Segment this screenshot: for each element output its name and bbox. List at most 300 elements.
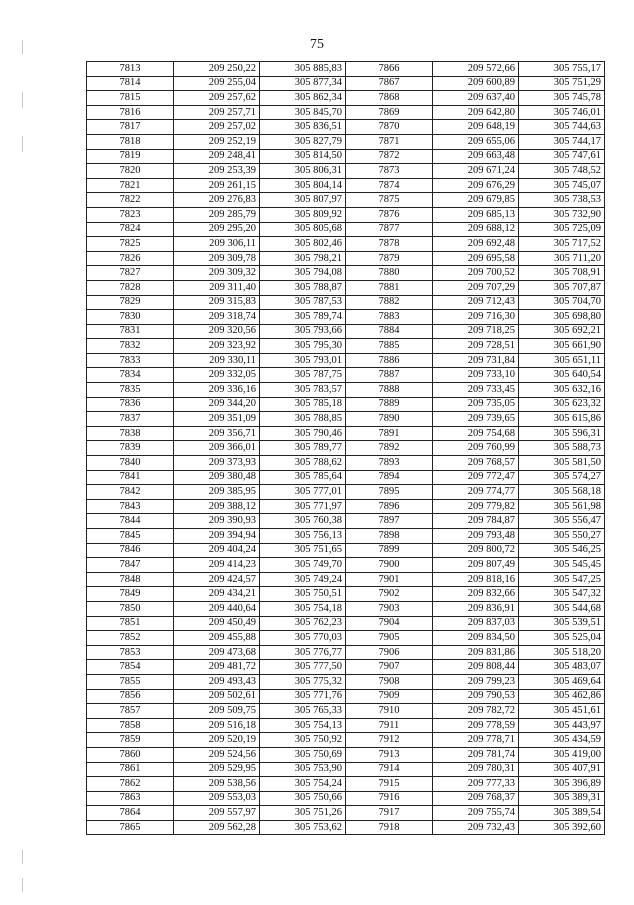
table-cell-x-coordinate: 209 252,19: [174, 134, 260, 149]
table-cell-x-coordinate: 209 648,19: [433, 120, 519, 135]
table-cell-y-coordinate: 305 698,80: [519, 310, 605, 325]
table-cell-point-number: 7820: [87, 164, 174, 179]
table-cell-x-coordinate: 209 836,91: [433, 601, 519, 616]
table-cell-y-coordinate: 305 615,86: [519, 412, 605, 427]
table-cell-x-coordinate: 209 306,11: [174, 237, 260, 252]
table-cell-point-number: 7830: [87, 310, 174, 325]
table-cell-x-coordinate: 209 739,65: [433, 412, 519, 427]
table-cell-y-coordinate: 305 556,47: [519, 514, 605, 529]
table-cell-y-coordinate: 305 561,98: [519, 499, 605, 514]
table-cell-y-coordinate: 305 738,53: [519, 193, 605, 208]
table-cell-x-coordinate: 209 414,23: [174, 558, 260, 573]
table-cell-x-coordinate: 209 336,16: [174, 383, 260, 398]
table-row: [87, 704, 605, 719]
table-cell-y-coordinate: 305 747,61: [519, 149, 605, 164]
table-cell-point-number: 7876: [346, 207, 433, 222]
table-cell-x-coordinate: 209 600,89: [433, 76, 519, 91]
table-cell-y-coordinate: 305 814,50: [260, 149, 346, 164]
table-row: [87, 747, 605, 762]
table-cell-y-coordinate: 305 827,79: [260, 134, 346, 149]
table-cell-y-coordinate: 305 770,03: [260, 631, 346, 646]
table-cell-point-number: 7889: [346, 397, 433, 412]
table-row: [87, 412, 605, 427]
table-cell-y-coordinate: 305 804,14: [260, 178, 346, 193]
table-cell-x-coordinate: 209 493,43: [174, 674, 260, 689]
table-cell-x-coordinate: 209 455,88: [174, 631, 260, 646]
table-cell-x-coordinate: 209 295,20: [174, 222, 260, 237]
table-cell-x-coordinate: 209 351,09: [174, 412, 260, 427]
table-row: [87, 339, 605, 354]
table-cell-y-coordinate: 305 547,25: [519, 572, 605, 587]
table-cell-x-coordinate: 209 250,22: [174, 62, 260, 77]
table-cell-point-number: 7909: [346, 689, 433, 704]
table-cell-y-coordinate: 305 754,18: [260, 601, 346, 616]
table-cell-x-coordinate: 209 388,12: [174, 499, 260, 514]
table-cell-y-coordinate: 305 777,50: [260, 660, 346, 675]
table-row: [87, 762, 605, 777]
table-cell-point-number: 7879: [346, 251, 433, 266]
table-cell-point-number: 7910: [346, 704, 433, 719]
table-cell-point-number: 7823: [87, 207, 174, 222]
table-cell-x-coordinate: 209 793,48: [433, 529, 519, 544]
table-cell-y-coordinate: 305 775,32: [260, 674, 346, 689]
table-row: [87, 120, 605, 135]
table-cell-x-coordinate: 209 257,62: [174, 91, 260, 106]
table-row: [87, 295, 605, 310]
table-cell-y-coordinate: 305 751,29: [519, 76, 605, 91]
table-cell-y-coordinate: 305 419,00: [519, 747, 605, 762]
table-cell-point-number: 7899: [346, 543, 433, 558]
table-cell-y-coordinate: 305 836,51: [260, 120, 346, 135]
table-cell-point-number: 7817: [87, 120, 174, 135]
table-cell-y-coordinate: 305 750,92: [260, 733, 346, 748]
table-cell-x-coordinate: 209 754,68: [433, 426, 519, 441]
table-cell-point-number: 7852: [87, 631, 174, 646]
table-cell-point-number: 7831: [87, 324, 174, 339]
table-cell-point-number: 7840: [87, 456, 174, 471]
table-cell-y-coordinate: 305 745,78: [519, 91, 605, 106]
table-row: [87, 76, 605, 91]
table-row: [87, 616, 605, 631]
table-cell-y-coordinate: 305 550,27: [519, 529, 605, 544]
table-row: [87, 280, 605, 295]
table-cell-x-coordinate: 209 390,93: [174, 514, 260, 529]
table-cell-point-number: 7885: [346, 339, 433, 354]
table-cell-x-coordinate: 209 373,93: [174, 456, 260, 471]
table-cell-x-coordinate: 209 309,32: [174, 266, 260, 281]
table-cell-y-coordinate: 305 789,77: [260, 441, 346, 456]
table-cell-x-coordinate: 209 481,72: [174, 660, 260, 675]
table-cell-y-coordinate: 305 451,61: [519, 704, 605, 719]
table-cell-x-coordinate: 209 695,58: [433, 251, 519, 266]
table-cell-point-number: 7837: [87, 412, 174, 427]
table-cell-point-number: 7878: [346, 237, 433, 252]
table-cell-y-coordinate: 305 756,13: [260, 529, 346, 544]
table-cell-point-number: 7849: [87, 587, 174, 602]
table-cell-y-coordinate: 305 789,74: [260, 310, 346, 325]
table-cell-x-coordinate: 209 712,43: [433, 295, 519, 310]
table-cell-x-coordinate: 209 572,66: [433, 62, 519, 77]
table-cell-y-coordinate: 305 788,87: [260, 280, 346, 295]
table-cell-point-number: 7826: [87, 251, 174, 266]
coordinates-table-body: [87, 62, 605, 835]
table-cell-point-number: 7896: [346, 499, 433, 514]
table-cell-x-coordinate: 209 733,45: [433, 383, 519, 398]
table-cell-x-coordinate: 209 366,01: [174, 441, 260, 456]
table-cell-point-number: 7901: [346, 572, 433, 587]
table-cell-x-coordinate: 209 642,80: [433, 105, 519, 120]
table-cell-y-coordinate: 305 547,32: [519, 587, 605, 602]
table-row: [87, 601, 605, 616]
table-cell-x-coordinate: 209 311,40: [174, 280, 260, 295]
table-cell-point-number: 7902: [346, 587, 433, 602]
table-cell-point-number: 7907: [346, 660, 433, 675]
table-cell-point-number: 7844: [87, 514, 174, 529]
table-cell-x-coordinate: 209 733,10: [433, 368, 519, 383]
table-cell-point-number: 7854: [87, 660, 174, 675]
table-cell-point-number: 7888: [346, 383, 433, 398]
table-cell-y-coordinate: 305 787,53: [260, 295, 346, 310]
table-cell-point-number: 7891: [346, 426, 433, 441]
table-cell-point-number: 7869: [346, 105, 433, 120]
table-cell-y-coordinate: 305 544,68: [519, 601, 605, 616]
table-cell-point-number: 7824: [87, 222, 174, 237]
table-cell-point-number: 7866: [346, 62, 433, 77]
table-cell-point-number: 7829: [87, 295, 174, 310]
table-row: [87, 149, 605, 164]
table-cell-y-coordinate: 305 711,20: [519, 251, 605, 266]
table-cell-point-number: 7833: [87, 353, 174, 368]
table-cell-y-coordinate: 305 717,52: [519, 237, 605, 252]
table-cell-y-coordinate: 305 483,07: [519, 660, 605, 675]
table-cell-x-coordinate: 209 818,16: [433, 572, 519, 587]
table-cell-point-number: 7813: [87, 62, 174, 77]
table-cell-point-number: 7900: [346, 558, 433, 573]
table-cell-point-number: 7881: [346, 280, 433, 295]
table-cell-point-number: 7871: [346, 134, 433, 149]
table-cell-y-coordinate: 305 692,21: [519, 324, 605, 339]
table-cell-x-coordinate: 209 380,48: [174, 470, 260, 485]
table-row: [87, 558, 605, 573]
table-row: [87, 718, 605, 733]
table-row: [87, 470, 605, 485]
table-row: [87, 62, 605, 77]
table-cell-x-coordinate: 209 685,13: [433, 207, 519, 222]
table-cell-x-coordinate: 209 834,50: [433, 631, 519, 646]
table-cell-y-coordinate: 305 525,04: [519, 631, 605, 646]
table-cell-y-coordinate: 305 596,31: [519, 426, 605, 441]
table-row: [87, 251, 605, 266]
table-cell-y-coordinate: 305 809,92: [260, 207, 346, 222]
table-row: [87, 645, 605, 660]
table-cell-point-number: 7860: [87, 747, 174, 762]
table-cell-x-coordinate: 209 315,83: [174, 295, 260, 310]
table-cell-x-coordinate: 209 688,12: [433, 222, 519, 237]
table-row: [87, 178, 605, 193]
table-cell-x-coordinate: 209 323,92: [174, 339, 260, 354]
table-cell-x-coordinate: 209 808,44: [433, 660, 519, 675]
table-cell-x-coordinate: 209 772,47: [433, 470, 519, 485]
table-row: [87, 456, 605, 471]
table-cell-y-coordinate: 305 805,68: [260, 222, 346, 237]
table-cell-y-coordinate: 305 762,23: [260, 616, 346, 631]
table-cell-point-number: 7864: [87, 806, 174, 821]
table-row: [87, 485, 605, 500]
table-cell-x-coordinate: 209 778,59: [433, 718, 519, 733]
table-cell-x-coordinate: 209 807,49: [433, 558, 519, 573]
table-cell-point-number: 7832: [87, 339, 174, 354]
table-cell-x-coordinate: 209 385,95: [174, 485, 260, 500]
table-cell-point-number: 7859: [87, 733, 174, 748]
table-cell-x-coordinate: 209 718,25: [433, 324, 519, 339]
table-cell-x-coordinate: 209 707,29: [433, 280, 519, 295]
table-cell-y-coordinate: 305 748,52: [519, 164, 605, 179]
table-cell-y-coordinate: 305 802,46: [260, 237, 346, 252]
table-cell-x-coordinate: 209 553,03: [174, 791, 260, 806]
table-cell-y-coordinate: 305 753,90: [260, 762, 346, 777]
table-cell-point-number: 7908: [346, 674, 433, 689]
table-row: [87, 397, 605, 412]
table-cell-x-coordinate: 209 784,87: [433, 514, 519, 529]
table-cell-point-number: 7884: [346, 324, 433, 339]
table-cell-x-coordinate: 209 780,31: [433, 762, 519, 777]
table-cell-y-coordinate: 305 793,66: [260, 324, 346, 339]
table-cell-point-number: 7893: [346, 456, 433, 471]
table-cell-y-coordinate: 305 785,18: [260, 397, 346, 412]
table-cell-point-number: 7835: [87, 383, 174, 398]
table-cell-y-coordinate: 305 750,66: [260, 791, 346, 806]
table-cell-point-number: 7892: [346, 441, 433, 456]
table-row: [87, 426, 605, 441]
table-cell-point-number: 7814: [87, 76, 174, 91]
table-row: [87, 310, 605, 325]
table-cell-x-coordinate: 209 320,56: [174, 324, 260, 339]
table-cell-point-number: 7873: [346, 164, 433, 179]
table-row: [87, 674, 605, 689]
table-cell-y-coordinate: 305 749,24: [260, 572, 346, 587]
table-cell-y-coordinate: 305 807,97: [260, 193, 346, 208]
table-cell-x-coordinate: 209 529,95: [174, 762, 260, 777]
table-cell-point-number: 7904: [346, 616, 433, 631]
table-cell-x-coordinate: 209 779,82: [433, 499, 519, 514]
table-row: [87, 514, 605, 529]
table-cell-point-number: 7875: [346, 193, 433, 208]
table-cell-y-coordinate: 305 754,24: [260, 777, 346, 792]
table-cell-y-coordinate: 305 771,97: [260, 499, 346, 514]
table-cell-x-coordinate: 209 253,39: [174, 164, 260, 179]
table-cell-x-coordinate: 209 676,29: [433, 178, 519, 193]
table-cell-x-coordinate: 209 502,61: [174, 689, 260, 704]
table-cell-y-coordinate: 305 661,90: [519, 339, 605, 354]
table-cell-x-coordinate: 209 655,06: [433, 134, 519, 149]
table-cell-x-coordinate: 209 755,74: [433, 806, 519, 821]
table-row: [87, 368, 605, 383]
table-cell-y-coordinate: 305 750,69: [260, 747, 346, 762]
table-cell-y-coordinate: 305 518,20: [519, 645, 605, 660]
table-row: [87, 660, 605, 675]
table-row: [87, 266, 605, 281]
table-cell-point-number: 7856: [87, 689, 174, 704]
table-cell-x-coordinate: 209 332,05: [174, 368, 260, 383]
table-cell-x-coordinate: 209 831,86: [433, 645, 519, 660]
table-cell-y-coordinate: 305 546,25: [519, 543, 605, 558]
table-cell-x-coordinate: 209 248,41: [174, 149, 260, 164]
table-cell-y-coordinate: 305 745,07: [519, 178, 605, 193]
table-cell-point-number: 7917: [346, 806, 433, 821]
table-cell-x-coordinate: 209 777,33: [433, 777, 519, 792]
table-row: [87, 820, 605, 835]
table-cell-x-coordinate: 209 344,20: [174, 397, 260, 412]
table-cell-y-coordinate: 305 623,32: [519, 397, 605, 412]
table-row: [87, 587, 605, 602]
table-cell-y-coordinate: 305 744,17: [519, 134, 605, 149]
table-cell-y-coordinate: 305 783,57: [260, 383, 346, 398]
table-cell-point-number: 7877: [346, 222, 433, 237]
table-cell-point-number: 7913: [346, 747, 433, 762]
table-row: [87, 91, 605, 106]
table-cell-y-coordinate: 305 396,89: [519, 777, 605, 792]
table-cell-y-coordinate: 305 462,86: [519, 689, 605, 704]
table-cell-x-coordinate: 209 778,71: [433, 733, 519, 748]
table-cell-y-coordinate: 305 545,45: [519, 558, 605, 573]
table-cell-y-coordinate: 305 862,34: [260, 91, 346, 106]
table-cell-point-number: 7843: [87, 499, 174, 514]
table-cell-point-number: 7872: [346, 149, 433, 164]
table-row: [87, 164, 605, 179]
table-cell-point-number: 7882: [346, 295, 433, 310]
table-cell-point-number: 7848: [87, 572, 174, 587]
table-cell-x-coordinate: 209 440,64: [174, 601, 260, 616]
table-cell-x-coordinate: 209 637,40: [433, 91, 519, 106]
coordinates-table: [86, 61, 605, 835]
table-cell-point-number: 7861: [87, 762, 174, 777]
table-cell-point-number: 7818: [87, 134, 174, 149]
table-cell-point-number: 7894: [346, 470, 433, 485]
table-cell-x-coordinate: 209 538,56: [174, 777, 260, 792]
table-cell-x-coordinate: 209 663,48: [433, 149, 519, 164]
table-cell-x-coordinate: 209 781,74: [433, 747, 519, 762]
table-cell-point-number: 7842: [87, 485, 174, 500]
table-cell-y-coordinate: 305 793,01: [260, 353, 346, 368]
table-row: [87, 499, 605, 514]
table-cell-point-number: 7845: [87, 529, 174, 544]
table-cell-x-coordinate: 209 255,04: [174, 76, 260, 91]
table-cell-x-coordinate: 209 557,97: [174, 806, 260, 821]
scan-margin-mark: [22, 850, 23, 864]
table-cell-y-coordinate: 305 785,64: [260, 470, 346, 485]
table-cell-y-coordinate: 305 845,70: [260, 105, 346, 120]
table-row: [87, 441, 605, 456]
table-cell-y-coordinate: 305 787,75: [260, 368, 346, 383]
table-cell-x-coordinate: 209 434,21: [174, 587, 260, 602]
table-cell-x-coordinate: 209 257,71: [174, 105, 260, 120]
table-cell-x-coordinate: 209 800,72: [433, 543, 519, 558]
table-cell-y-coordinate: 305 749,70: [260, 558, 346, 573]
table-cell-y-coordinate: 305 794,08: [260, 266, 346, 281]
table-cell-x-coordinate: 209 692,48: [433, 237, 519, 252]
table-row: [87, 237, 605, 252]
table-cell-point-number: 7911: [346, 718, 433, 733]
table-row: [87, 222, 605, 237]
table-row: [87, 193, 605, 208]
table-cell-y-coordinate: 305 798,21: [260, 251, 346, 266]
table-cell-point-number: 7863: [87, 791, 174, 806]
table-row: [87, 134, 605, 149]
table-cell-y-coordinate: 305 777,01: [260, 485, 346, 500]
table-cell-x-coordinate: 209 450,49: [174, 616, 260, 631]
table-cell-point-number: 7825: [87, 237, 174, 252]
table-row: [87, 733, 605, 748]
table-cell-x-coordinate: 209 394,94: [174, 529, 260, 544]
table-cell-y-coordinate: 305 751,26: [260, 806, 346, 821]
table-cell-y-coordinate: 305 434,59: [519, 733, 605, 748]
table-cell-y-coordinate: 305 568,18: [519, 485, 605, 500]
table-row: [87, 383, 605, 398]
table-cell-x-coordinate: 209 716,30: [433, 310, 519, 325]
table-row: [87, 689, 605, 704]
table-cell-y-coordinate: 305 885,83: [260, 62, 346, 77]
table-cell-point-number: 7874: [346, 178, 433, 193]
table-cell-point-number: 7914: [346, 762, 433, 777]
table-cell-x-coordinate: 209 768,57: [433, 456, 519, 471]
page-number: 75: [310, 37, 324, 52]
table-cell-y-coordinate: 305 877,34: [260, 76, 346, 91]
table-cell-point-number: 7821: [87, 178, 174, 193]
table-cell-x-coordinate: 209 404,24: [174, 543, 260, 558]
table-cell-point-number: 7890: [346, 412, 433, 427]
table-cell-x-coordinate: 209 731,84: [433, 353, 519, 368]
table-cell-point-number: 7918: [346, 820, 433, 835]
table-cell-point-number: 7883: [346, 310, 433, 325]
table-cell-y-coordinate: 305 750,51: [260, 587, 346, 602]
table-cell-point-number: 7868: [346, 91, 433, 106]
table-cell-x-coordinate: 209 261,15: [174, 178, 260, 193]
table-cell-point-number: 7834: [87, 368, 174, 383]
table-cell-point-number: 7851: [87, 616, 174, 631]
table-cell-point-number: 7903: [346, 601, 433, 616]
table-cell-x-coordinate: 209 257,02: [174, 120, 260, 135]
scan-margin-mark: [22, 136, 23, 152]
table-cell-y-coordinate: 305 389,54: [519, 806, 605, 821]
table-cell-x-coordinate: 209 424,57: [174, 572, 260, 587]
scan-margin-mark: [22, 92, 23, 108]
table-cell-point-number: 7853: [87, 645, 174, 660]
table-cell-x-coordinate: 209 509,75: [174, 704, 260, 719]
table-cell-point-number: 7912: [346, 733, 433, 748]
table-cell-y-coordinate: 305 640,54: [519, 368, 605, 383]
table-cell-y-coordinate: 305 744,63: [519, 120, 605, 135]
table-cell-x-coordinate: 209 832,66: [433, 587, 519, 602]
table-cell-y-coordinate: 305 732,90: [519, 207, 605, 222]
table-cell-point-number: 7898: [346, 529, 433, 544]
table-cell-point-number: 7836: [87, 397, 174, 412]
table-cell-point-number: 7870: [346, 120, 433, 135]
table-cell-point-number: 7841: [87, 470, 174, 485]
table-cell-y-coordinate: 305 753,62: [260, 820, 346, 835]
table-cell-point-number: 7819: [87, 149, 174, 164]
table-cell-x-coordinate: 209 735,05: [433, 397, 519, 412]
table-cell-x-coordinate: 209 768,37: [433, 791, 519, 806]
table-cell-point-number: 7838: [87, 426, 174, 441]
table-cell-y-coordinate: 305 392,60: [519, 820, 605, 835]
table-cell-y-coordinate: 305 790,46: [260, 426, 346, 441]
table-row: [87, 631, 605, 646]
table-cell-point-number: 7865: [87, 820, 174, 835]
table-cell-point-number: 7895: [346, 485, 433, 500]
table-cell-point-number: 7858: [87, 718, 174, 733]
table-row: [87, 105, 605, 120]
table-row: [87, 572, 605, 587]
